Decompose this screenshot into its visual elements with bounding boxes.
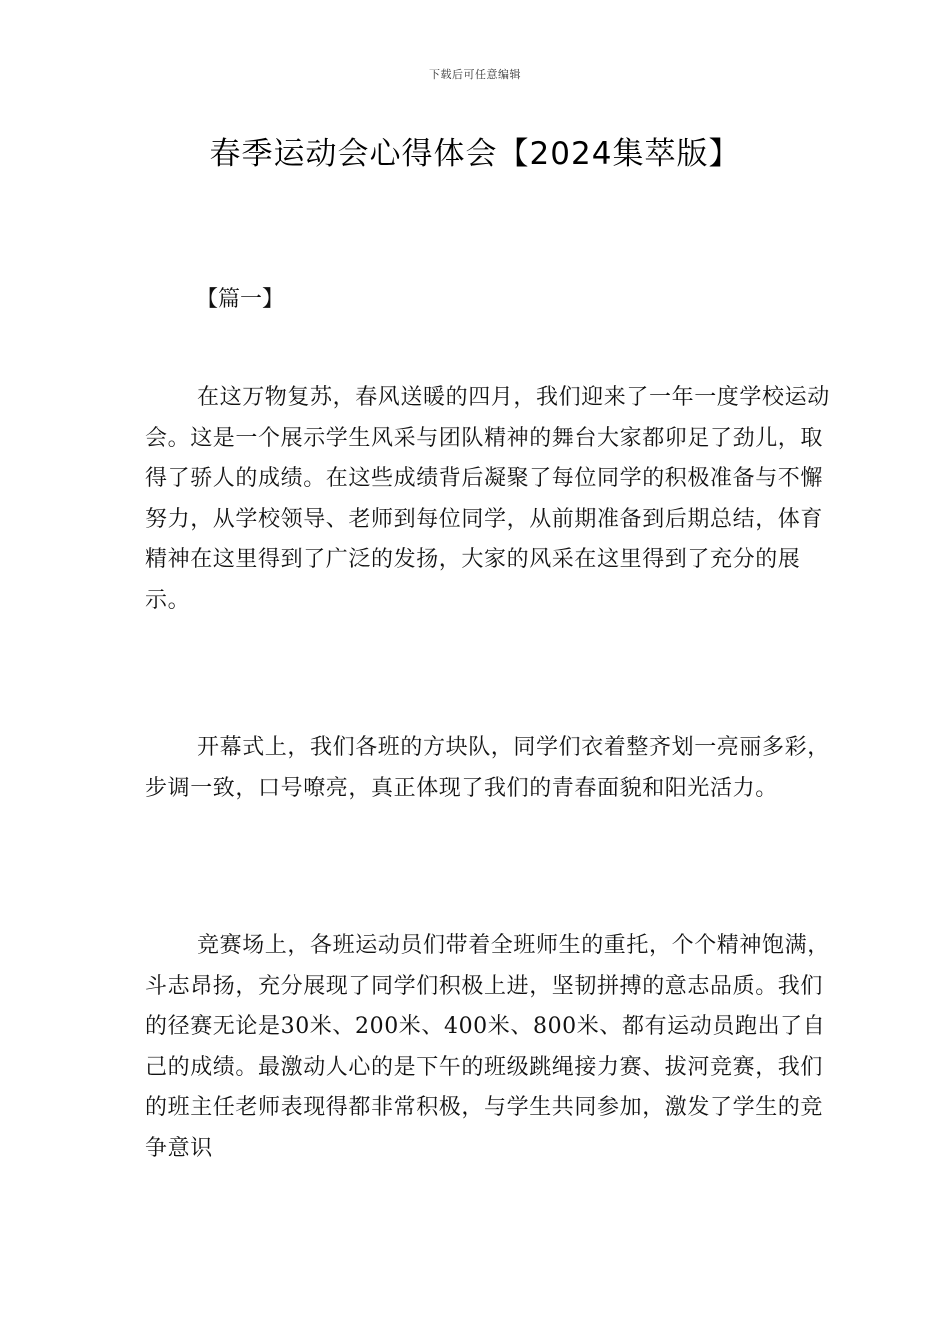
paragraph-opening: 在这万物复苏，春风送暖的四月，我们迎来了一年一度学校运动会。这是一个展示学生风采与团队精神的舞台大家都卯足了劲儿，取得了骄人的成绩。在这些成绩背后凝聚了每位同学的积极准备与不懈努力，从学校领导、老师到每位同学，从前期准备到后期总结，体育精神在这里得到了广泛的发扬，大家的风采在这里得到了充分的展示。 — [145, 385, 830, 613]
header-note: 下载后可任意编辑 — [429, 68, 521, 81]
section-label: 【篇一】 — [196, 287, 285, 312]
paragraph-competition: 竞赛场上，各班运动员们带着全班师生的重托，个个精神饱满，斗志昂扬，充分展现了同学们积极上进，坚韧拼搏的意志品质。我们的径赛无论是30米、200米、400米、800米、都有运动员跑出了自己的成绩。最激动人心的是下午的班级跳绳接力赛、拔河竞赛，我们的班主任老师表现得都非常积极，与学生共同参加，激发了学生的竞争意识 — [145, 933, 830, 1161]
paragraph-ceremony: 开幕式上，我们各班的方块队，同学们衣着整齐划一亮丽多彩，步调一致，口号嘹亮，真正体现了我们的青春面貌和阳光活力。 — [145, 735, 830, 801]
document-title: 春季运动会心得体会【2024集萃版】 — [209, 136, 741, 172]
